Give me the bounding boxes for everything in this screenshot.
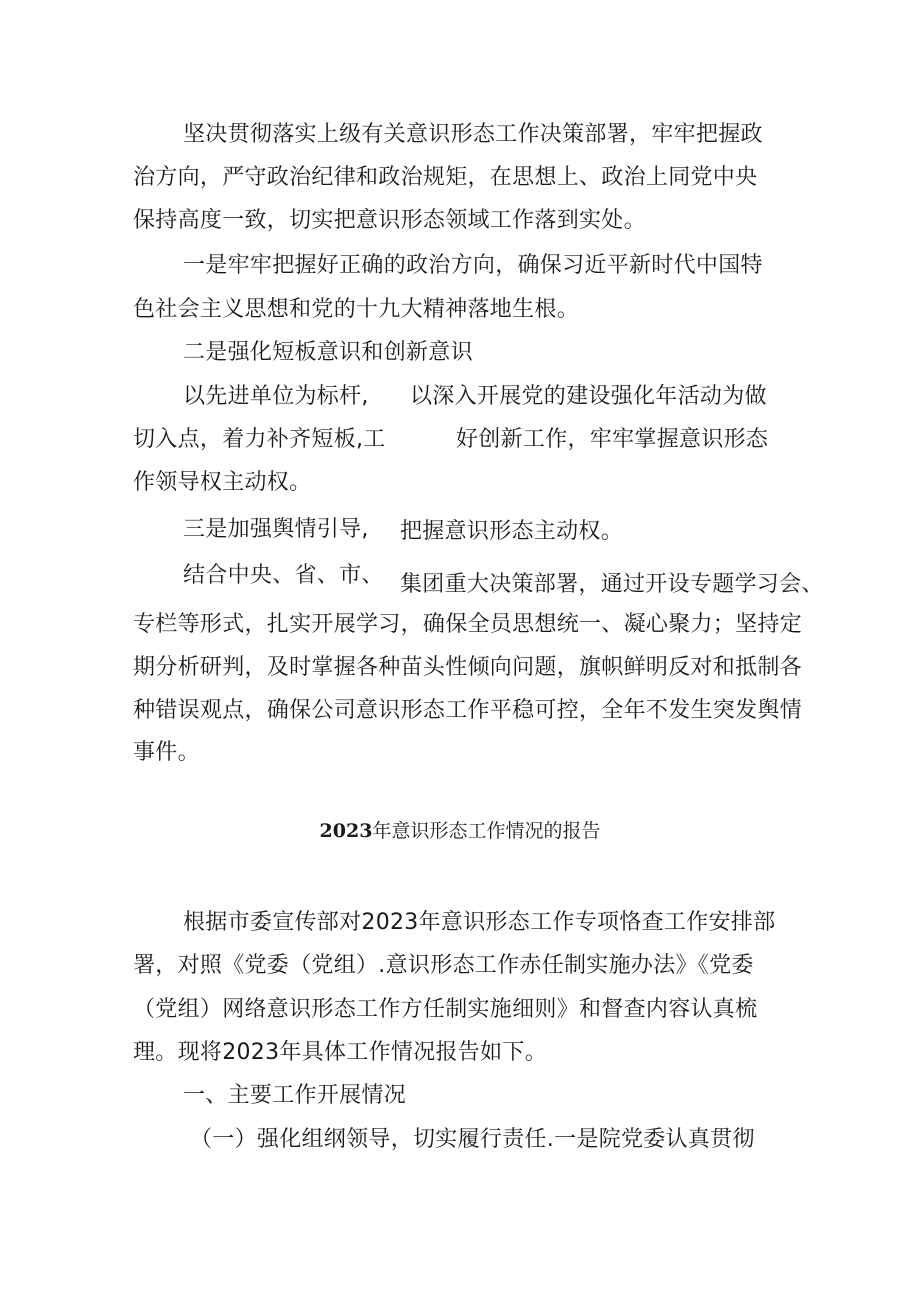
point3-b: 把握意识形态主动权。 [400,519,624,544]
intro-line3: （党组）网络意识形态工作方任制实施细则》和督查内容认真梳 [133,997,758,1022]
para4-line2: 专栏等形式，扎实开展学习，确保全员思想统一、凝心聚力；坚持定 [133,612,803,637]
para4-line5: 事件。 [133,740,200,765]
para1-line2: 治方向，严守政治纪律和政治规矩，在思想上、政治上同党中央 [133,165,758,190]
section-heading-main-work: 一、主要工作开展情况 [183,1083,407,1108]
para3-line1-a: 以先进单位为标杆, [183,384,369,409]
report-title-text: 年意识形态工作情况的报告 [372,820,601,842]
para1-line1: 坚决贯彻落实上级有关意识形态工作决策部署，牢牢把握政 [183,122,763,147]
para4-line3: 期分析研判，及时掌握各种苗头性倾向问题，旗帜鲜明反对和抵制各 [133,655,803,680]
intro-line2: 署，对照《党委（党组）.意识形态工作赤任制实施办法》《党委 [133,953,754,978]
para4-line4: 种错误观点，确保公司意识形态工作平稳可控，全年不发生突发舆情 [133,698,803,723]
para4-line1-b: 集团重大决策部署，通过开设专题学习会、 [400,572,824,597]
report-title-year: 2023 [319,820,373,842]
para2-line1: 一是牢牢把握好正确的政治方向，确保习近平新时代中国特 [183,253,763,278]
para1-line3: 保持高度一致，切实把意识形态领域工作落到实处。 [133,208,646,233]
para4-line1-a: 结合中央、省、市、 [183,563,384,588]
para3-line3: 作领导权主动权。 [133,470,312,495]
point3-a: 三是加强舆情引导, [183,517,369,542]
para3-line1-b: 以深入开展党的建设强化年活动为做 [410,384,767,409]
report-title [0,818,920,844]
para3-line2-b: 好创新工作，牢牢掌握意识形态 [456,427,769,452]
subsection-1-line: （一）强化组纲领导，切实履行责任.一是院党委认真贯彻 [190,1127,755,1152]
para3-line2-a: 切入点，着力补齐短板,工 [133,427,386,452]
intro-line4: 理。现将2023年具体工作情况报告如下。 [133,1040,547,1065]
para2-line2: 色社会主义思想和党的十九大精神落地生根。 [133,297,580,322]
point2-heading: 二是强化短板意识和创新意识 [183,340,473,365]
intro-line1: 根据市委宣传部对2023年意识形态工作专项恪查工作安排部 [183,910,776,935]
